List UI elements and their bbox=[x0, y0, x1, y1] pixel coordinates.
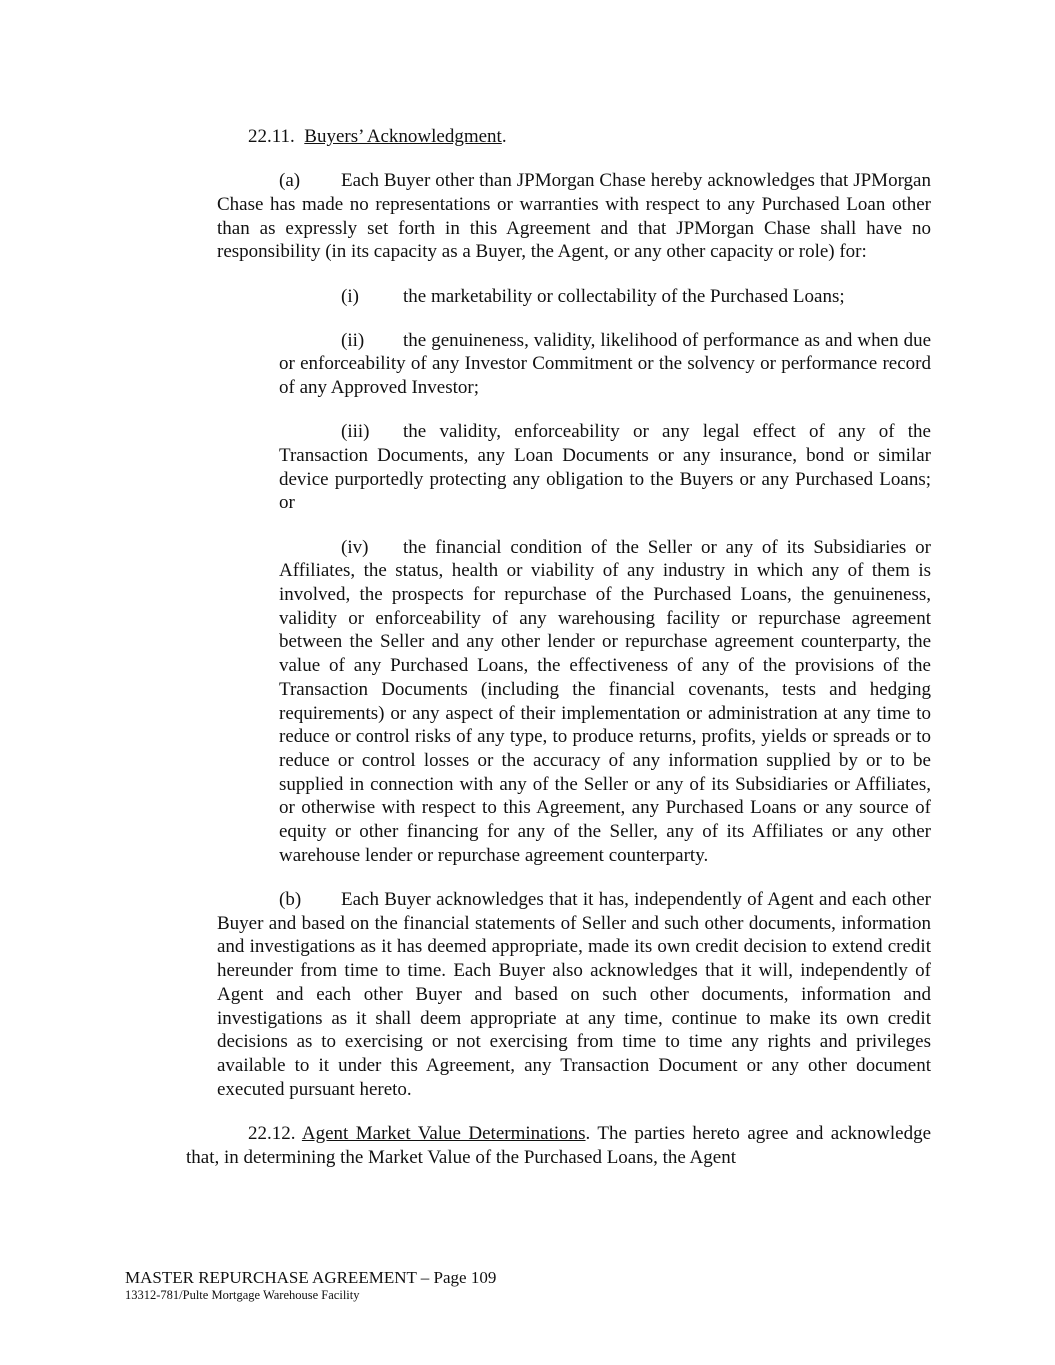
item-label: (i) bbox=[341, 285, 359, 307]
paragraph-text: Each Buyer other than JPMorgan Chase hereby acknowledges that JPMorgan Chase has made no representations or warranties with respect to any Purchased Loan other than as expressly set forth in this Agreement and that JPMorgan Chase shall have no responsibility (in its capacity as a Buyer, the Agent, or any other capacity or role) for: bbox=[217, 170, 931, 263]
footer-reference: 13312-781/Pulte Mortgage Warehouse Facility bbox=[125, 1288, 360, 1302]
item-i bbox=[279, 285, 931, 309]
section-title: Agent Market Value Determinations bbox=[301, 1122, 586, 1144]
item-ii bbox=[279, 329, 931, 400]
paragraph-label: (b) bbox=[279, 888, 302, 910]
item-label: (ii) bbox=[341, 329, 365, 351]
paragraph-text: Each Buyer acknowledges that it has, independently of Agent and each other Buyer and based on the financial statements of Seller and such other documents, information and investigations as it has deemed appropriate, made its own credit decision to extend credit hereunder from time to time. Each Buyer also acknowledges that it will, independently of Agent and each other Buyer and based on such other documents, information and investigations as it shall deem appropriate at any time, continue to make its own credit decisions as to exercising or not exercising from time to time any rights and privileges available to it under this Agreement, any Transaction Document or any other document executed pursuant hereto. bbox=[217, 888, 931, 1100]
paragraph-a bbox=[217, 169, 931, 264]
section-22-12 bbox=[186, 1122, 931, 1169]
item-iii bbox=[279, 420, 931, 515]
document-page bbox=[0, 125, 1055, 1190]
item-text: the validity, enforceability or any legal effect of any of the Transaction Documents, any Loan Documents or any insurance, bond or similar device purportedly protecting any obligation to the Buyers or any Purchased Loans; or bbox=[279, 421, 931, 514]
page-footer bbox=[125, 1268, 496, 1303]
paragraph-label: (a) bbox=[279, 170, 301, 192]
section-number: 22.12. bbox=[248, 1122, 296, 1144]
item-iv bbox=[279, 536, 931, 868]
footer-title: MASTER REPURCHASE AGREEMENT – Page 109 bbox=[125, 1268, 497, 1287]
item-label: (iii) bbox=[341, 421, 370, 443]
section-number: 22.11. bbox=[248, 126, 295, 147]
item-text: the genuineness, validity, likelihood of performance as and when due or enforceability of any Investor Commitment or the solvency or performance record of any Approved Investor; bbox=[279, 329, 931, 399]
section-title-suffix: . bbox=[501, 126, 507, 147]
item-label: (iv) bbox=[341, 536, 369, 558]
item-text: the marketability or collectability of the Purchased Loans; bbox=[403, 285, 845, 307]
section-text: . The parties hereto agree and acknowledge that, in determining the Market Value of the Purchased Loans, the Agent bbox=[186, 1122, 931, 1168]
item-text: the financial condition of the Seller or any of its Subsidiaries or Affiliates, the status, health or viability of any industry in which any of them is involved, the prospects for repurchase of the Purchased Loans, the genuineness, validity or enforceability of any warehousing facility or repurchase agreement between the Seller and any other lender or repurchase agreement counterparty, the value of any Purchased Loans, the effectiveness of any of the provisions of the Transaction Documents (including the financial covenants, tests and hedging requirements) or any aspect of their implementation or administration at any time to reduce or control risks of any type, to produce returns, profits, yields or spreads or to reduce or control losses or the accuracy of any information supplied by or to be supplied in connection with any of the Seller or any of its Subsidiaries or Affiliates, or otherwise with respect to this Agreement, any Purchased Loans or any source of equity or other financing for any of the Seller, any of its Affiliates or any other warehouse lender or repurchase agreement counterparty. bbox=[279, 536, 931, 866]
section-title: Buyers’ Acknowledgment bbox=[304, 126, 502, 147]
section-22-11-heading bbox=[248, 125, 1055, 149]
paragraph-b bbox=[217, 888, 931, 1101]
